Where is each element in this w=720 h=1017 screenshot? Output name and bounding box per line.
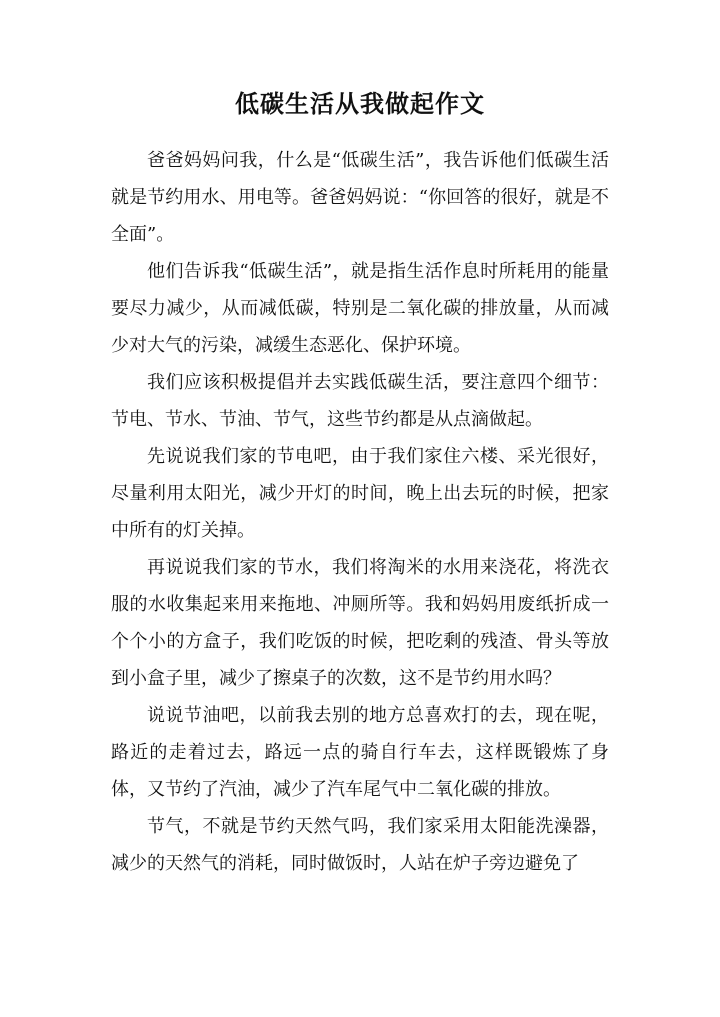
paragraph-5: 再说说我们家的节水，我们将淘米的水用来浇花，将洗衣服的水收集起来用来拖地、冲厕所等。我和妈妈用废纸折成一个个小的方盒子，我们吃饭的时候，把吃剩的残渣、骨头等放到小盒子里，减少了擦桌子的次数，这不是节约用水吗？	[111, 557, 609, 689]
document-title: 低碳生活从我做起作文	[235, 90, 485, 118]
document-body	[111, 142, 609, 882]
paragraph-1: 爸爸妈妈问我，什么是“低碳生活”，我告诉他们低碳生活就是节约用水、用电等。爸爸妈妈说：“你回答的很好，就是不全面”。	[111, 150, 609, 245]
paragraph-3: 我们应该积极提倡并去实践低碳生活，要注意四个细节：节电、节水、节油、节气，这些节约都是从点滴做起。	[111, 372, 609, 430]
paragraph-2: 他们告诉我“低碳生活”，就是指生活作息时所耗用的能量要尽力减少，从而减低碳，特别是二氧化碳的排放量，从而减少对大气的污染，减缓生态恶化、保护环境。	[111, 261, 609, 356]
paragraph-7: 节气，不就是节约天然气吗，我们家采用太阳能洗澡器，减少的天然气的消耗，同时做饭时，人站在炉子旁边避免了	[111, 816, 609, 874]
paragraph-4: 先说说我们家的节电吧，由于我们家住六楼、采光很好，尽量利用太阳光，减少开灯的时间，晚上出去玩的时候，把家中所有的灯关掉。	[111, 446, 609, 541]
paragraph-6: 说说节油吧，以前我去别的地方总喜欢打的去，现在呢，路近的走着过去，路远一点的骑自行车去，这样既锻炼了身体，又节约了汽油，减少了汽车尾气中二氧化碳的排放。	[111, 705, 609, 800]
